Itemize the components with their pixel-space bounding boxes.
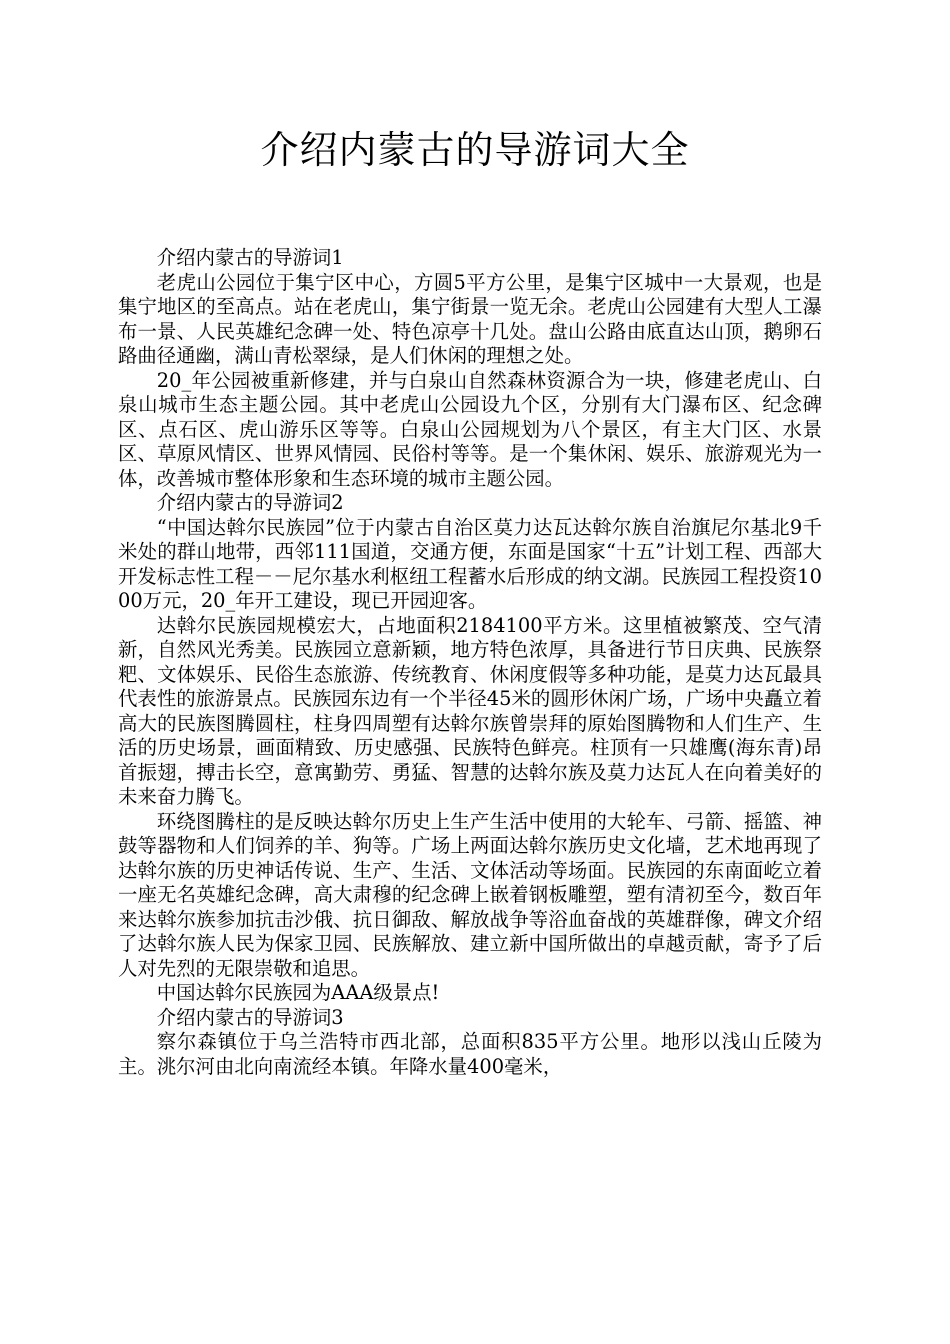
paragraph: 达斡尔民族园规模宏大，占地面积2184100平方米。这里植被繁茂、空气清新，自然风光秀美。民族园立意新颖，地方特色浓厚，具备进行节日庆典、民族祭粑、文体娱乐、民俗生态旅游、传统教育、休闲度假等多种功能，是莫力达瓦最具代表性的旅游景点。民族园东边有一个半径45米的圆形休闲广场，广场中央矗立着高大的民族图腾圆柱，柱身四周塑有达斡尔族曾崇拜的原始图腾物和人们生产、生活的历史场景，画面精致、历史感强、民族特色鲜亮。柱顶有一只雄鹰(海东青)昂首振翅，搏击长空，意寓勤劳、勇猛、智慧的达斡尔族及莫力达瓦人在向着美好的未来奋力腾飞。 [118, 613, 822, 808]
section-heading-3: 介绍内蒙古的导游词3 [156, 1005, 344, 1029]
paragraph: 老虎山公园位于集宁区中心，方圆5平方公里，是集宁区城中一大景观，也是集宁地区的至高点。站在老虎山，集宁街景一览无余。老虎山公园建有大型人工瀑布一景、人民英雄纪念碑一处、特色凉亭十几处。盘山公路由底直达山顶，鹅卵石路曲径通幽，满山青松翠绿，是人们休闲的理想之处。 [118, 270, 822, 367]
section-heading-2: 介绍内蒙古的导游词2 [156, 491, 344, 514]
paragraph: 20_年公园被重新修建，并与白泉山自然森林资源合为一块，修建老虎山、白泉山城市生态主题公园。其中老虎山公园设九个区，分别有大门瀑布区、纪念碑区、点石区、虎山游乐区等等。白泉山公园规划为八个景区，有主大门区、水景区、草原风情区、世界风情园、民俗村等等。是一个集休闲、娱乐、旅游观光为一体，改善城市整体形象和生态环境的城市主题公园。 [118, 368, 822, 490]
section-heading-1: 介绍内蒙古的导游词1 [156, 246, 344, 269]
paragraph: 察尔森镇位于乌兰浩特市西北部，总面积835平方公里。地形以浅山丘陵为主。洮尔河由北向南流经本镇。年降水量400毫米， [118, 1030, 822, 1078]
paragraph: “中国达斡尔民族园”位于内蒙古自治区莫力达瓦达斡尔族自治旗尼尔基北9千米处的群山地带，西邻111国道，交通方便，东面是国家“十五”计划工程、西部大开发标志性工程－－尼尔基水利枢纽工程蓄水后形成的纳文湖。民族园工程投资1000万元，20_年开工建设，现已开园迎客。 [118, 515, 822, 612]
document-title: 介绍内蒙古的导游词大全 [260, 128, 690, 172]
paragraph: 中国达斡尔民族园为AAA级景点! [156, 981, 440, 1004]
paragraph: 环绕图腾柱的是反映达斡尔历史上生产生活中使用的大轮车、弓箭、摇篮、神鼓等器物和人们饲养的羊、狗等。广场上两面达斡尔族历史文化墙，艺术地再现了达斡尔族的历史神话传说、生产、生活、文体活动等场面。民族园的东南面屹立着一座无名英雄纪念碑，高大肃穆的纪念碑上嵌着钢板雕塑，塑有清初至今，数百年来达斡尔族参加抗击沙俄、抗日御敌、解放战争等浴血奋战的英雄群像，碑文介绍了达斡尔族人民为保家卫园、民族解放、建立新中国所做出的卓越贡献，寄予了后人对先烈的无限崇敬和追思。 [118, 809, 822, 980]
document-body [118, 246, 822, 1079]
